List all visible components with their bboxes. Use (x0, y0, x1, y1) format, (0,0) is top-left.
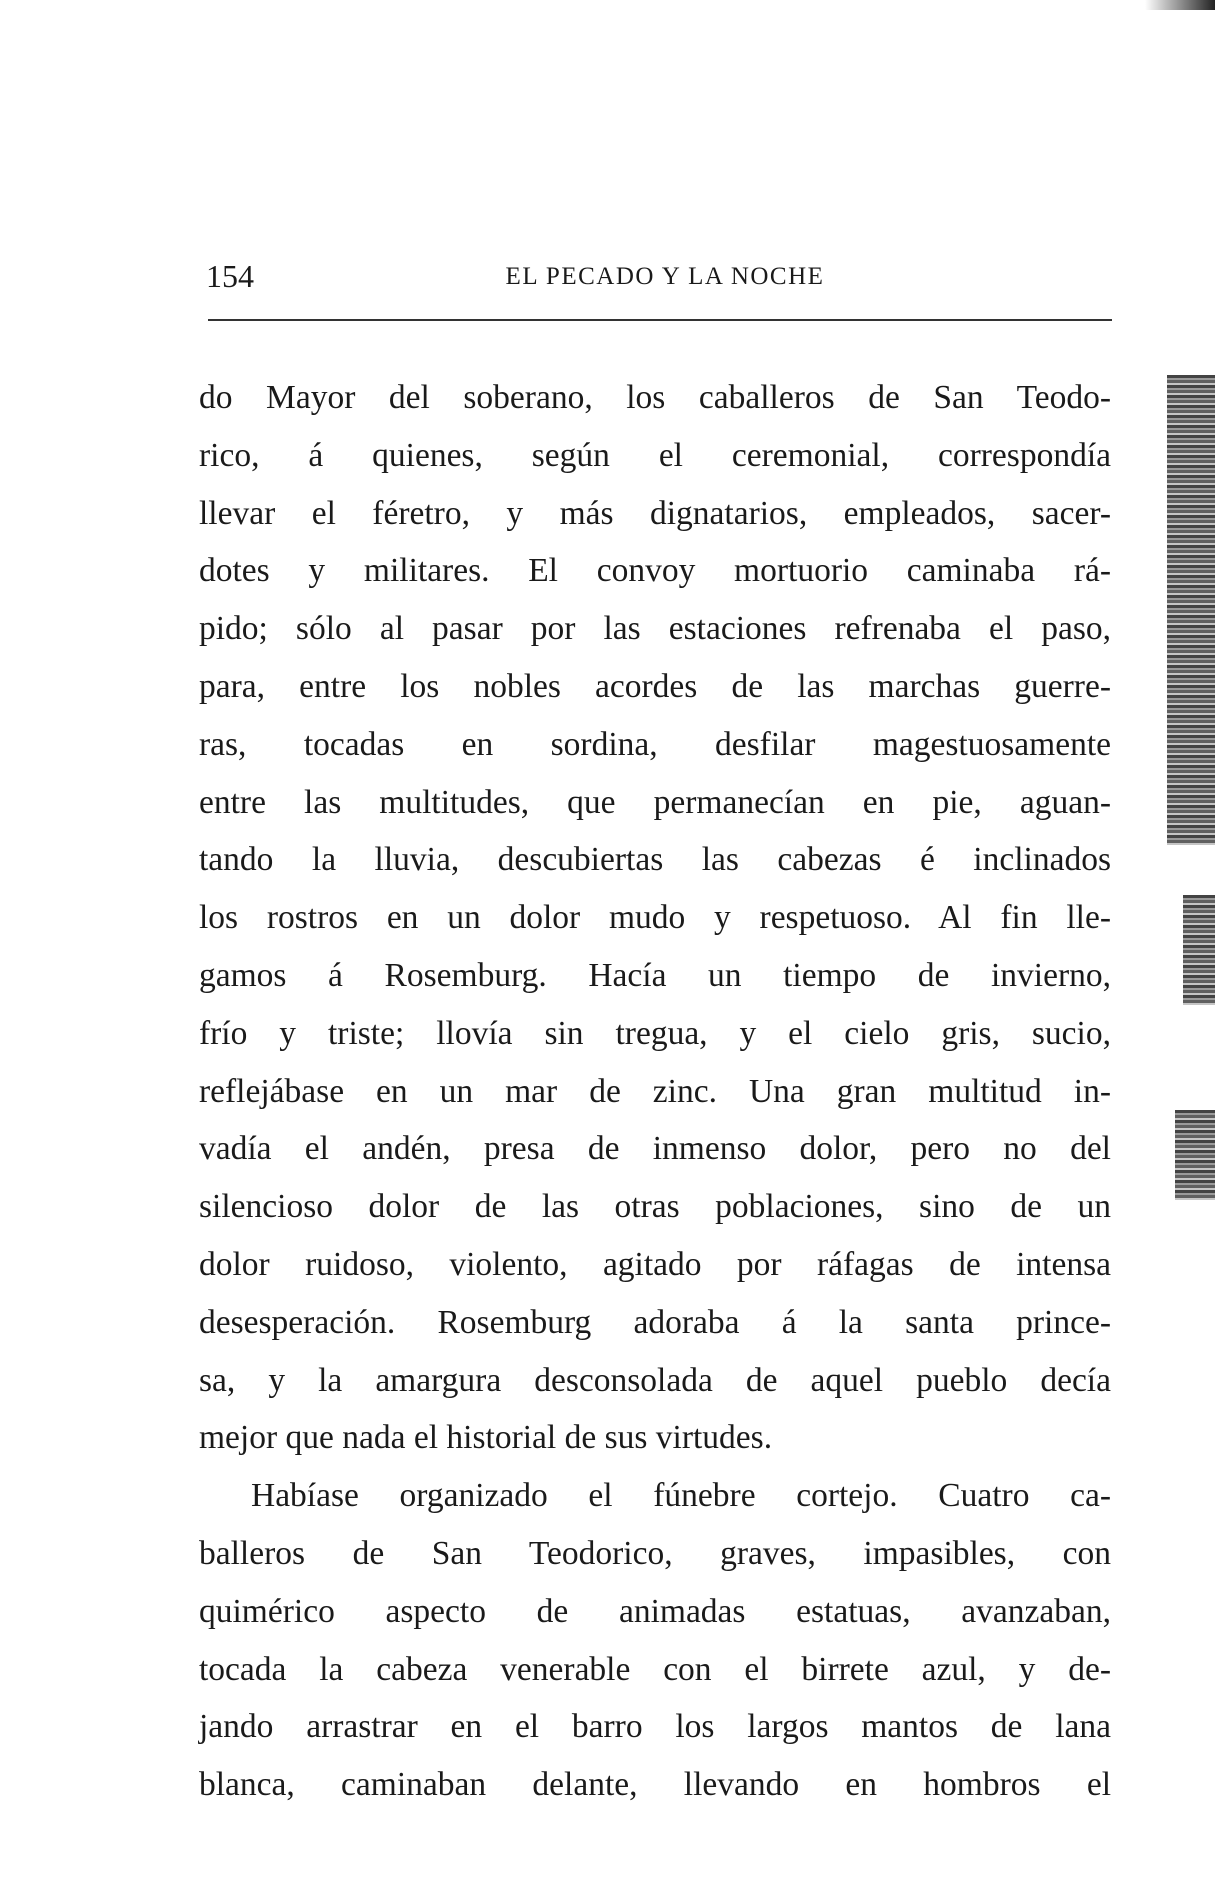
text-line: desesperación. Rosemburg adoraba á la santa prince- (199, 1303, 1111, 1341)
text-line: dotes y militares. El convoy mortuorio caminaba rá- (199, 552, 1111, 590)
text-line: gamos á Rosemburg. Hacía un tiempo de invierno, (199, 956, 1111, 994)
text-line: do Mayor del soberano, los caballeros de San Teodo- (199, 379, 1111, 416)
header-rule (208, 319, 1112, 321)
text-line: Habíase organizado el fúnebre cortejo. Cuatro ca- (251, 1477, 1111, 1515)
text-line: entre las multitudes, que permanecían en pie, aguan- (199, 783, 1111, 821)
scan-edge-artifact (1167, 375, 1215, 845)
text-line: blanca, caminaban delante, llevando en hombros el (199, 1766, 1111, 1804)
text-line: quimérico aspecto de animadas estatuas, avanzaban, (199, 1592, 1111, 1630)
text-line: pido; sólo al pasar por las estaciones refrenaba el paso, (199, 610, 1111, 648)
text-line: balleros de San Teodorico, graves, impasibles, con (199, 1534, 1111, 1572)
body-text (199, 369, 1111, 1814)
text-line: sa, y la amargura desconsolada de aquel pueblo decía (199, 1361, 1111, 1399)
text-line: dolor ruidoso, violento, agitado por ráfagas de intensa (199, 1245, 1111, 1283)
scan-edge-artifact (1183, 895, 1215, 1005)
text-line: tocada la cabeza venerable con el birrete azul, y de- (199, 1650, 1111, 1688)
text-line: jando arrastrar en el barro los largos mantos de lana (199, 1708, 1111, 1746)
text-line: reflejábase en un mar de zinc. Una gran multitud in- (199, 1072, 1111, 1110)
scan-edge-artifact (1175, 1110, 1215, 1200)
text-line: frío y triste; llovía sin tregua, y el cielo gris, sucio, (199, 1014, 1111, 1052)
text-line: vadía el andén, presa de inmenso dolor, pero no del (199, 1130, 1111, 1168)
text-line: mejor que nada el historial de sus virtudes. (199, 1419, 773, 1457)
running-title: EL PECADO Y LA NOCHE (505, 263, 825, 290)
page-number: 154 (206, 258, 254, 294)
scan-edge-artifact (1145, 0, 1215, 10)
text-line: tando la lluvia, descubiertas las cabezas é inclinados (199, 841, 1111, 879)
text-line: rico, á quienes, según el ceremonial, correspondía (199, 436, 1111, 474)
text-line: ras, tocadas en sordina, desfilar magestuosamente (199, 725, 1111, 763)
text-line: para, entre los nobles acordes de las marchas guerre- (199, 667, 1111, 705)
text-line: silencioso dolor de las otras poblaciones, sino de un (199, 1188, 1111, 1226)
text-line: los rostros en un dolor mudo y respetuoso. Al fin lle- (199, 899, 1111, 937)
text-line: llevar el féretro, y más dignatarios, empleados, sacer- (199, 494, 1111, 532)
